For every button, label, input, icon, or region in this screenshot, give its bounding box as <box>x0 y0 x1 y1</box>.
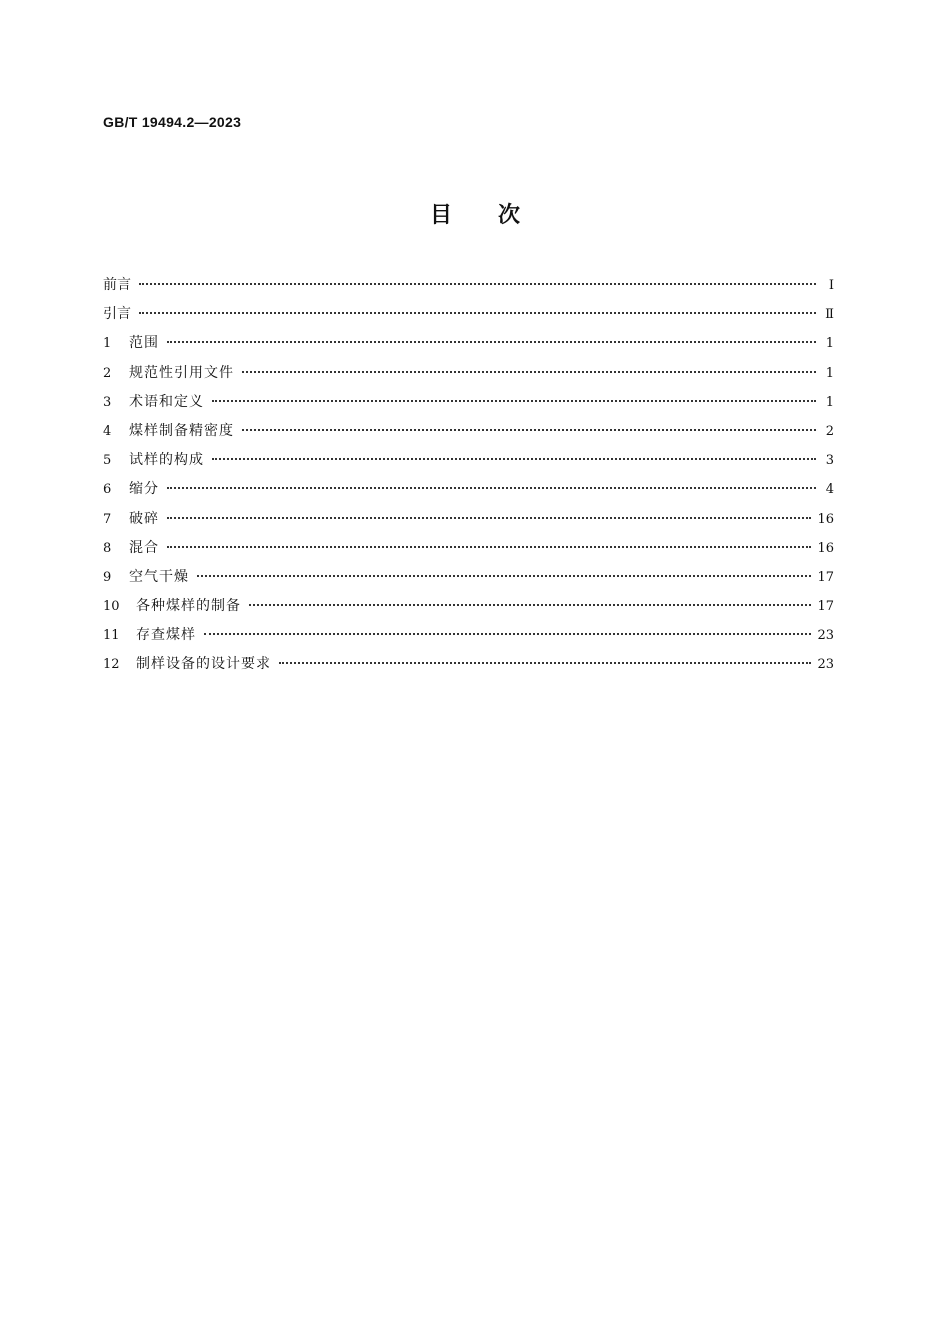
toc-leader-dots <box>139 312 816 314</box>
toc-entry-number: 8 <box>103 540 112 556</box>
toc-leader-dots <box>204 633 811 635</box>
toc-entry-page: 1 <box>825 336 834 352</box>
toc-entry-page: 1 <box>825 394 834 410</box>
toc-entry-number: 3 <box>103 394 112 410</box>
toc-leader-dots <box>167 487 816 489</box>
toc-leader-dots <box>249 604 811 606</box>
toc-entry-label: 前言 <box>103 277 131 293</box>
toc-entry-number: 6 <box>103 482 112 498</box>
toc-leader-dots <box>242 371 816 373</box>
table-of-contents <box>103 274 834 683</box>
toc-entry-page: 17 <box>817 599 834 615</box>
toc-leader-dots <box>167 546 811 548</box>
toc-entry-number: 9 <box>103 569 112 585</box>
toc-entry-number: 12 <box>103 657 120 673</box>
toc-entry-number: 2 <box>103 365 112 381</box>
toc-entry-label: 规范性引用文件 <box>129 364 234 381</box>
toc-entry-label: 各种煤样的制备 <box>136 598 241 615</box>
toc-entry-number: 11 <box>103 628 120 644</box>
toc-entry-page: 23 <box>817 628 834 644</box>
toc-leader-dots <box>197 575 811 577</box>
toc-entry-page: 1 <box>825 365 834 381</box>
toc-entry-page: Ⅰ <box>828 278 834 293</box>
toc-entry-label: 破碎 <box>129 510 159 527</box>
toc-entry-12[interactable] <box>103 653 834 682</box>
toc-entry-11[interactable] <box>103 624 834 653</box>
toc-entry-page: 17 <box>817 569 834 585</box>
toc-entry-label: 煤样制备精密度 <box>129 422 234 439</box>
toc-entry-label: 空气干燥 <box>129 568 189 585</box>
document-code: GB/T 19494.2—2023 <box>103 114 242 130</box>
toc-entry-label: 术语和定义 <box>129 393 204 410</box>
page-title: 目次 <box>429 203 566 228</box>
toc-entry-page: 4 <box>825 482 834 498</box>
toc-entry-number: 7 <box>103 511 112 527</box>
toc-entry-number: 1 <box>103 336 112 352</box>
toc-entry-page: Ⅱ <box>825 307 834 323</box>
toc-entry-1[interactable] <box>103 332 834 361</box>
toc-entry-label: 制样设备的设计要求 <box>136 656 271 673</box>
toc-entry-label: 混合 <box>129 539 159 556</box>
toc-entry-foreword[interactable] <box>103 274 834 303</box>
toc-entry-7[interactable] <box>103 508 834 537</box>
toc-entry-label: 范围 <box>129 335 159 352</box>
toc-entry-4[interactable] <box>103 420 834 449</box>
toc-entry-number: 10 <box>103 599 120 615</box>
toc-leader-dots <box>212 400 816 402</box>
toc-entry-9[interactable] <box>103 566 834 595</box>
toc-entry-label: 缩分 <box>129 481 159 498</box>
toc-entry-8[interactable] <box>103 537 834 566</box>
toc-entry-introduction[interactable] <box>103 303 834 332</box>
toc-leader-dots <box>139 283 816 285</box>
toc-entry-page: 16 <box>817 540 834 556</box>
toc-entry-3[interactable] <box>103 391 834 420</box>
toc-entry-10[interactable] <box>103 595 834 624</box>
toc-entry-label: 引言 <box>103 306 131 323</box>
toc-entry-page: 3 <box>825 453 834 469</box>
toc-entry-5[interactable] <box>103 449 834 478</box>
toc-entry-number: 4 <box>103 423 112 439</box>
toc-entry-6[interactable] <box>103 478 834 507</box>
toc-leader-dots <box>212 458 816 460</box>
toc-entry-2[interactable] <box>103 362 834 391</box>
toc-leader-dots <box>242 429 816 431</box>
toc-leader-dots <box>279 662 811 664</box>
toc-entry-page: 16 <box>817 511 834 527</box>
toc-entry-label: 试样的构成 <box>129 452 204 469</box>
toc-leader-dots <box>167 341 816 343</box>
toc-entry-page: 23 <box>817 657 834 673</box>
toc-leader-dots <box>167 517 811 519</box>
toc-entry-page: 2 <box>825 423 834 439</box>
toc-entry-label: 存查煤样 <box>136 627 196 644</box>
toc-entry-number: 5 <box>103 453 112 469</box>
